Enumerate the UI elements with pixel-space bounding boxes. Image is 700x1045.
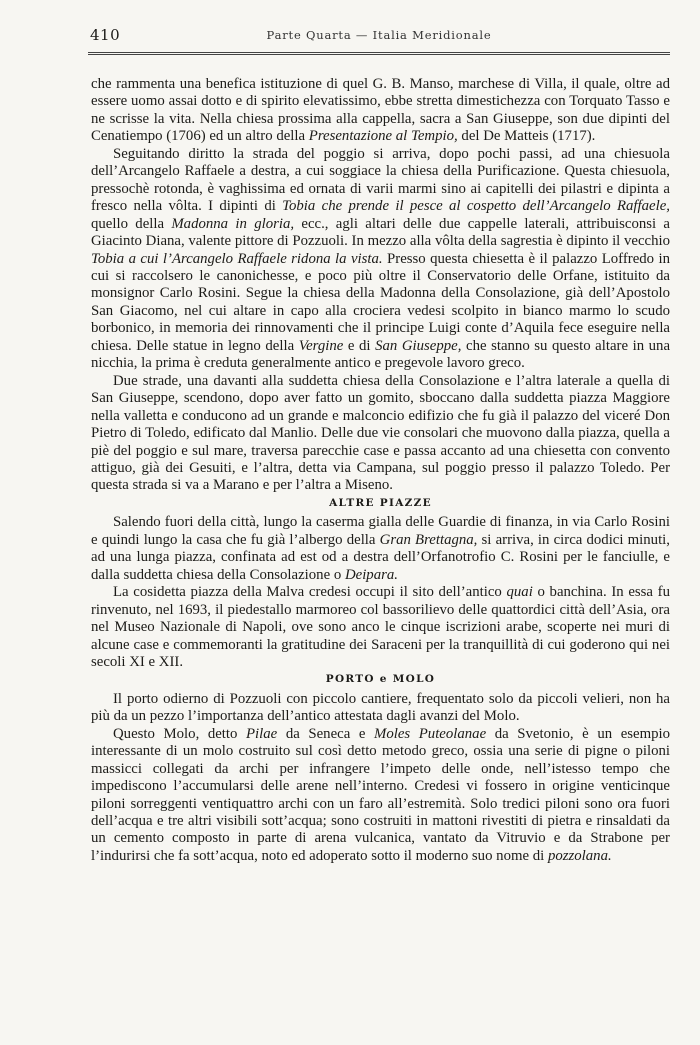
page-number: 410 [90,26,121,44]
p1-italic-1: Presentazione al Tempio, [308,128,458,145]
p7-italic-1: Pilae [246,725,278,742]
paragraph-7 [91,726,670,866]
paragraph-6 [91,691,670,726]
p2-italic-4: Vergine [298,337,344,354]
p2-text-a: Seguitando diritto la strada del poggio si arriva, dopo pochi passi, ad una chiesuola dell’Arcangelo Raffaele a destra, a cui soggiace la chiesa della Purificazione. Questa chiesuola, pressochè rotonda, è vaghissima ed ornata di varii marmi sino ai capitelli dei pilastri e dipinta a fresco nella vôlta. I dipinti di [91,145,670,215]
section-heading-porto-e-molo: PORTO e MOLO [325,673,436,686]
header-rule [88,52,670,55]
p7-italic-2: Moles Puteolanae [374,725,487,742]
p4-text-a: Salendo fuori della città, lungo la caserma gialla delle Guardie di finanza, in via Carlo Rosini e quindi lungo la casa che fu già l’albergo della [91,514,670,548]
paragraph-4 [91,514,670,584]
body-text [91,76,670,865]
p2-text-b: quello della [91,215,172,232]
p2-italic-3: Tobia a cui l’Arcangelo Raffaele ridona la vista. [91,250,383,267]
p3-text-a: Due strade, una davanti alla suddetta chiesa della Consolazione e l’altra laterale a quella di San Giuseppe, scendono, dopo aver fatto un gomito, sboccano dalla suddetta piazza Maggiore nella valletta e conducono ad un grande e malconcio edifizio che fu già il palazzo del viceré Don Pietro di Toledo, edificato dal Manlio. Delle due vie consolari che muovono dalla piazza, quella a piè del poggio e sul mare, traversa parecchie case e passa accanto ad una chiesetta con convento attiguo, già dei Gesuiti, e l’altra, detta via Campana, sul poggio presso il palazzo Toledo. Per questa strada si va a Marano e per l’altra a Miseno. [91,372,670,494]
p2-text-d: Presso questa chiesetta è il palazzo Loffredo in cui si raccolsero le canonichesse, e poco più oltre il Conservatorio delle Orfane, istituito da monsignor Carlo Rosini. Segue la chiesa della Madonna della Consolazione, già dell’Apostolo San Giacomo, nel cui altare in capo alla crociera vedesi scolpito in bianco marmo lo scudo borbonico, in memoria dei rinnovamenti che il principe Luigi conte d’Aquila fece eseguire nella chiesa. Delle statue in legno della [91,250,670,354]
paragraph-5 [91,584,670,671]
paragraph-3 [91,373,670,495]
p7-text-c: da Svetonio, è un esempio interessante di un molo costruito sul così detto metodo greco, ossia una serie di pigne o piloni massicci collegati da archi per infrangere l’impeto delle onde, nell’istesso tempo che impediscono l’accumularsi delle arene nell’interno. Credesi vi fossero in origine venticinque piloni sorreggenti ventiquattro archi con un faro all’estremità. Solo tredici piloni sono ora fuori dell’acqua e tre altri visibili sott’acqua; sono costruiti in mattoni rivestiti di pietra e rinsaldati da un cemento composto in parte di arena vulcanica, vantato da Vitruvio e da Strabone per l’indurirsi che fa sott’acqua, noto ed adoperato sotto il moderno suo nome di [91,725,671,864]
p5-text-a: La cosidetta piazza della Malva credesi occupi il sito dell’antico [113,584,507,601]
p2-italic-5: San Giuseppe, [375,337,462,354]
section-heading-altre-piazze: ALTRE PIAZZE [329,496,432,509]
p7-text-b: da Seneca e [277,725,375,742]
running-head: Parte Quarta — Italia Meridionale [266,28,492,42]
p1-text-b: del De Matteis (1717). [457,128,596,145]
p5-text-b: o banchina. In essa fu rinvenuto, nel 1693, il piedestallo marmoreo col bassorilievo delle quattordici città dell’Asia, ora nel Museo Nazionale di Napoli, ove sono anco le cinque iscrizioni arabe, scoperte nei muri di alcune case e commemoranti la gratitudine dei Saraceni per la tranquillità di cui goderono qui nei secoli XI e XII. [91,584,670,670]
paragraph-2 [91,146,670,373]
p6-text-a: Il porto odierno di Pozzuoli con piccolo cantiere, frequentato solo da piccoli velieri, non ha più da un pezzo l’importanza dell’antico attestata dagli avanzi del Molo. [91,690,670,725]
p2-italic-1: Tobia che prende il pesce al cospetto dell’Arcangelo Raffaele, [282,198,670,215]
paragraph-1 [91,76,670,146]
p4-italic-1: Gran Brettagna, [379,531,478,548]
p2-text-e: e di [343,337,376,354]
p7-text-a: Questo Molo, detto [113,725,247,742]
p2-italic-2: Madonna in gloria, [171,215,295,232]
p2-text-f: che stanno su questo altare in una nicchia, la prima è creduta generalmente antico e pregevole lavoro greco. [91,337,671,372]
page-header [88,26,670,48]
p1-text-a: che rammenta una benefica istituzione di quel G. B. Manso, marchese di Villa, il quale, oltre ad essere uomo assai dotto e di spirito elevatissimo, ebbe stretta dimestichezza con Torquato Tasso e ne scrisse la vita. Nella chiesa prossima alla cappella, sacra a San Giuseppe, son due dipinti del Cenatiempo (1706) ed un altro della [91,76,670,145]
p4-text-b: si arriva, in circa dodici minuti, ad una lunga piazza, confinata ad est od a destra dell’Orfanotrofio C. Rosini per le fanciulle, e dalla suddetta chiesa della Consolazione o [91,531,670,583]
p7-italic-3: pozzolana. [547,847,612,864]
p2-text-c: ecc., agli altari delle due cappelle laterali, attribuisconsi a Giacinto Diana, valente pittore di Pozzuoli. In mezzo alla vôlta della sagrestia è dipinto il vecchio [91,215,670,250]
p5-italic-1: quai [506,584,533,601]
p4-italic-2: Deipara. [344,566,398,583]
